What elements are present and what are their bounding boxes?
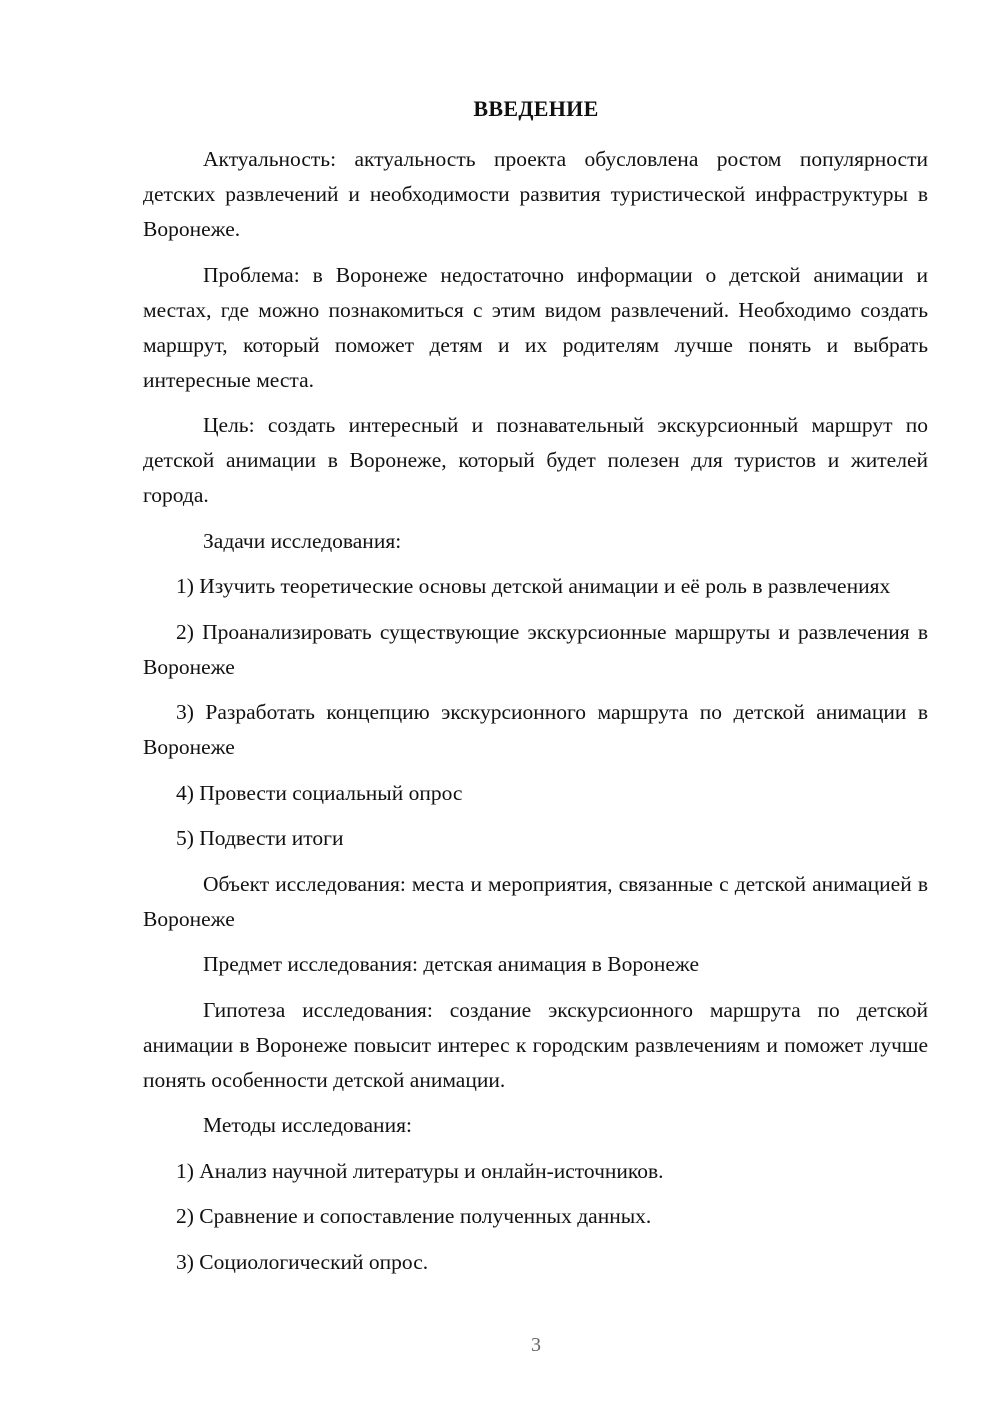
paragraph-methods-heading: Методы исследования: bbox=[203, 1113, 412, 1137]
paragraph-goal: Цель: создать интересный и познавательный экскурсионный маршрут по детской анимации в Воронеже, который будет полезен для туристов и жителей города. bbox=[143, 413, 928, 507]
paragraph-hypothesis: Гипотеза исследования: создание экскурсионного маршрута по детской анимации в Воронеже повысит интерес к городским развлечениям и поможет лучше понять особенности детской анимации. bbox=[143, 997, 928, 1092]
task-item-1: 1) Изучить теоретические основы детской анимации и её роль в развлечениях bbox=[176, 574, 891, 598]
task-item-2: 2) Проанализировать существующие экскурсионные маршруты и развлечения в Воронеже bbox=[143, 619, 928, 679]
task-item-3: 3) Разработать концепцию экскурсионного маршрута по детской анимации в Воронеже bbox=[143, 700, 928, 759]
section-title: ВВЕДЕНИЕ bbox=[473, 96, 599, 121]
method-item-1: 1) Анализ научной литературы и онлайн-источников. bbox=[176, 1158, 664, 1183]
task-item-4: 4) Провести социальный опрос bbox=[176, 780, 463, 805]
method-item-3: 3) Социологический опрос. bbox=[176, 1249, 429, 1274]
paragraph-tasks-heading: Задачи исследования: bbox=[203, 528, 402, 553]
paragraph-relevance: Актуальность: актуальность проекта обусловлена ростом популярности детских развлечений и необходимости развития туристической инфраструктуры в Воронеже. bbox=[143, 147, 928, 241]
paragraph-object: Объект исследования: места и мероприятия, связанные с детской анимацией в Воронеже bbox=[143, 871, 928, 931]
paragraph-problem: Проблема: в Воронеже недостаточно информации о детской анимации и местах, где можно познакомиться с этим видом развлечений. Необходимо создать маршрут, который поможет детям и их родителям лучше понять и выбрать интересные места. bbox=[143, 262, 928, 392]
method-item-2: 2) Сравнение и сопоставление полученных данных. bbox=[176, 1204, 652, 1228]
document-body bbox=[143, 142, 928, 1290]
task-item-5: 5) Подвести итоги bbox=[176, 826, 344, 850]
paragraph-subject: Предмет исследования: детская анимация в Воронеже bbox=[203, 952, 700, 976]
page-number: 3 bbox=[531, 1334, 541, 1356]
